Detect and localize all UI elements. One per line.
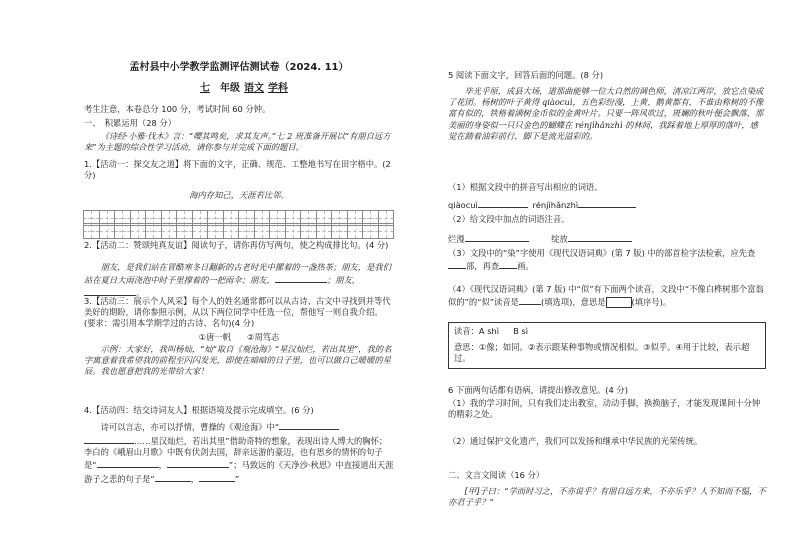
- pinyin-2: rénjìhǎnzhì: [532, 200, 579, 210]
- q3-option-1: ①唐一帆: [198, 332, 231, 342]
- q4-blank-2[interactable]: [84, 434, 134, 444]
- word-2: 绽放: [551, 234, 568, 244]
- question-2-text: [84, 262, 394, 300]
- exam-title: 孟村县中小学教学监测评估测试卷（2024. 11）: [129, 62, 349, 73]
- q5-4-end: (填序号)。: [631, 297, 672, 308]
- writing-grid-row-2[interactable]: [84, 223, 394, 239]
- q4-text-5: ，: [190, 473, 199, 484]
- question-4-line-1: [84, 420, 394, 433]
- passage-jia: [甲]子曰：“学而时习之，不亦说乎？有朋自远方来，不亦乐乎？人不知而不愠，不亦君子乎？”: [448, 486, 766, 508]
- question-2: 2.【活动二：赞颂纯真友谊】阅读句子，请你再仿写两句，使之构成排比句。(4 分): [84, 240, 389, 250]
- pronunciation-line: [454, 326, 760, 337]
- word-1-blank[interactable]: [465, 232, 529, 242]
- q4-text-1: 诗可以言志，亦可以抒情，曹操的《观沧海》中“: [100, 422, 280, 432]
- pinyin-1-blank[interactable]: [478, 198, 528, 208]
- question-5-4: [448, 284, 766, 308]
- q5-3-mid: 部，再查: [466, 261, 500, 272]
- q4-blank-3[interactable]: [97, 458, 159, 468]
- q5-4-box[interactable]: [606, 297, 632, 308]
- question-1: 1.【活动一：探交友之道】将下面的文字，正确、规范、工整地书写在田字格中。(2 分): [84, 159, 391, 181]
- question-5-1-answers: [448, 198, 766, 211]
- reading-b: B sì: [513, 326, 529, 336]
- question-3-example: 示例：大家好，我叫杨灿，“灿”取自《观沧海》“星汉灿烂，若出其里”，我的名字寓意着我希望我的前程至闪闪发光，即使在暗暗的日子里，也可以做自己暖暖的星辰。我也愿意把我的光带给大家！: [84, 344, 392, 377]
- q5-4-blank-1[interactable]: [519, 295, 541, 305]
- word-2-blank[interactable]: [568, 232, 632, 242]
- grade-value: 七: [200, 83, 210, 94]
- q5-4-mid: (填选项)，意思是: [540, 297, 606, 308]
- question-6-2: （2）通过保护文化遗产，我们可以发扬和继承中华民族的光荣传统。: [448, 436, 703, 446]
- question-5-3: [448, 248, 766, 272]
- q4-blank-6[interactable]: [199, 472, 235, 482]
- question-3: 3.【活动三：展示个人风采】每个人的姓名通常都可以从古诗、古文中寻找到并等代美好的期盼，请你参照示例，从以下两位同学中任选一位，帮他写一则自我介绍。(要求：需引用本学期学过的古诗、名句)(4 分): [84, 296, 391, 329]
- question-6: 6 下面两句话都有语病，请提出修改意见。(4 分): [448, 385, 628, 395]
- q5-3-blank-2[interactable]: [499, 259, 517, 269]
- q2-blank-1[interactable]: [275, 273, 327, 283]
- question-4-line-2: [84, 434, 394, 485]
- question-5: 5 阅读下面文字，回答后面的问题。(8 分): [448, 70, 604, 80]
- q4-blank-5[interactable]: [155, 472, 191, 482]
- question-3-options: [84, 332, 394, 343]
- q2-blank-2[interactable]: [84, 286, 136, 296]
- subject-label: 学科: [268, 83, 288, 94]
- word-1: 烂漫: [448, 234, 465, 244]
- q4-blank-1[interactable]: [279, 420, 339, 430]
- q5-3-blank-1[interactable]: [448, 259, 466, 269]
- q5-3-end: 画。: [517, 261, 534, 272]
- exam-subtitle: [84, 82, 394, 96]
- q4-text-4: ”；马致远的《天净沙·秋思》中直接道出天涯游子之悲的句子是“: [84, 460, 394, 484]
- exam-notice: 考生注意，本卷总分 100 分，考试时间 60 分钟。: [84, 104, 271, 114]
- question-2-sentence: 朋友，是我们站在冒酷寒冬日翻新的古老时光中摞着的一盏热茶；朋友，是我们站在夏日大雨浇泡中时予里撑着的一把雨伞；朋友，: [84, 262, 391, 286]
- question-5-passage: 毕光乎原，成县大场，道那曲能够一位大自然的调色师，清凉江两岸，放它点染成了花团。杨树的叶子黄得 qiàocuì，五色彩纷漫，上黄、鹅黄都有，不谁由称树的不像富有似的，铁格着满树金币似的金黄叶片。只要一阵风吹过，斑斓的秋叶便会飘落，那美丽的身姿似一只只金色的蝴蝶在 rénjìhǎnzhì 的林间，我踩着地上厚厚的落叶，感觉在踏着油彩前行，脚下是流光溢彩的。: [448, 86, 764, 141]
- section1-intro: 《诗经·小雅·伐木》言：“嘤其鸣矣，求其友声。”七 2 班准备开展以“有朋自远方来”为主题的综合性学习活动，请你参与并完成下面的题目。: [84, 131, 391, 153]
- question-5-2: （2）给文段中加点的词语注音。: [448, 214, 570, 224]
- section1-heading: 一、 积累运用（28 分）: [84, 118, 177, 128]
- question-5-2-answers: [448, 232, 766, 245]
- pinyin-2-blank[interactable]: [578, 198, 636, 208]
- grade-label: 年级: [220, 83, 240, 94]
- q4-blank-4[interactable]: [167, 458, 229, 468]
- q5-3-text: （3）文段中的“染”字使用《现代汉语词典》(第 7 版) 中的部首检字法检索，应先查: [448, 248, 756, 258]
- q3-option-2: ②周笃志: [247, 332, 280, 342]
- q2-end: 。: [136, 288, 145, 299]
- q4-text-6: ”: [235, 473, 240, 484]
- question-5-1: （1）根据文段中的拼音写出相应的词语。: [448, 182, 603, 192]
- question-4: 4.【活动四：结交诗词友人】根据语境及提示完成填空。(6 分): [84, 405, 314, 415]
- reading-a: 读音：A shì: [454, 326, 500, 336]
- q4-text-3: ，: [158, 460, 167, 471]
- q4-text-2: ……星汉灿烂，若出其里”借助奇特的想象，表现出诗人博大的胸怀；李白的《峨眉山月歌》中既有伏剑去国，辞亲远游的豪迈，也有思乡的情怀的句子是“: [84, 436, 388, 471]
- meaning-line: 意思：①像；如同。②表示跟某种事物或情况相似。③似乎。④用于比较，表示超过。: [454, 342, 750, 364]
- question-6-1: （1）我的学习时间，只有我们走出教室，动动手脚，换换脑子，才能发现课间十分钟的精彩之处。: [448, 398, 761, 420]
- pronunciation-box: [448, 322, 766, 369]
- subject-value: 语文: [244, 83, 264, 94]
- q2-blank-sep: ；朋友，: [326, 275, 361, 286]
- section2-heading: 二、文言文阅读（16 分）: [448, 470, 545, 480]
- question-1-text: 海内存知己，天涯若比邻。: [189, 190, 289, 200]
- q5-4-text: （4）《现代汉语词典》(第 7 版) 中“似”有下面两个读音，文段中“不像白桦树那个富翁似的”的“似”读音是: [448, 284, 764, 308]
- pinyin-1: qiàocuì: [448, 200, 478, 210]
